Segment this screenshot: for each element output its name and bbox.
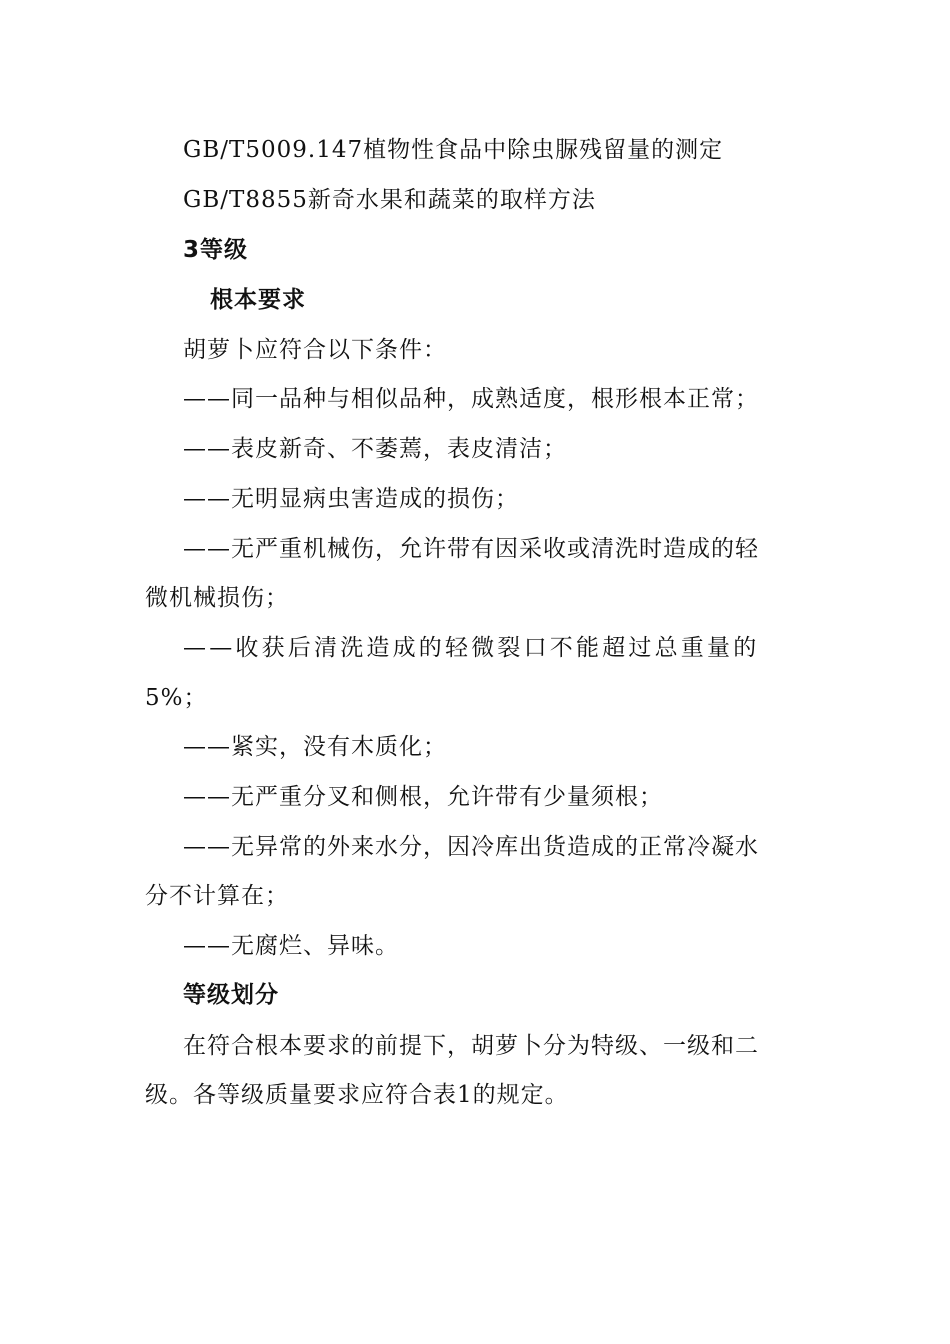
requirement-item-continuation: 微机械损伤； bbox=[145, 585, 289, 611]
grading-paragraph-line-1: 在符合根本要求的前提下，胡萝卜分为特级、一级和二 bbox=[183, 1033, 759, 1059]
requirement-item: ——表皮新奇、不萎蔫，表皮清洁； bbox=[183, 436, 567, 462]
standard-reference-2: GB/T8855新奇水果和蔬菜的取样方法 bbox=[183, 187, 596, 213]
requirement-item-continuation: 5%； bbox=[145, 685, 208, 711]
requirement-item: ——无严重分叉和侧根，允许带有少量须根； bbox=[183, 784, 663, 810]
requirement-item-continuation: 分不计算在； bbox=[145, 883, 289, 909]
requirement-item: ——收获后清洗造成的轻微裂口不能超过总重量的 bbox=[183, 635, 760, 661]
subsection-heading-grading: 等级划分 bbox=[183, 982, 279, 1008]
requirement-item: ——紧实，没有木质化； bbox=[183, 734, 447, 760]
requirement-item: ——无严重机械伤，允许带有因采收或清洗时造成的轻 bbox=[183, 536, 759, 562]
requirement-item: ——同一品种与相似品种，成熟适度，根形根本正常； bbox=[183, 386, 759, 412]
section-heading: 3等级 bbox=[183, 237, 249, 263]
standard-reference-1: GB/T5009.147植物性食品中除虫脲残留量的测定 bbox=[183, 137, 724, 163]
requirement-item: ——无明显病虫害造成的损伤； bbox=[183, 486, 519, 512]
requirement-item: ——无腐烂、异味。 bbox=[183, 933, 399, 959]
intro-text: 胡萝卜应符合以下条件： bbox=[183, 337, 447, 363]
requirement-item: ——无异常的外来水分，因冷库出货造成的正常冷凝水 bbox=[183, 834, 759, 860]
grading-paragraph-line-2: 级。各等级质量要求应符合表1的规定。 bbox=[145, 1082, 569, 1108]
subsection-heading-basic-requirements: 根本要求 bbox=[210, 287, 306, 313]
